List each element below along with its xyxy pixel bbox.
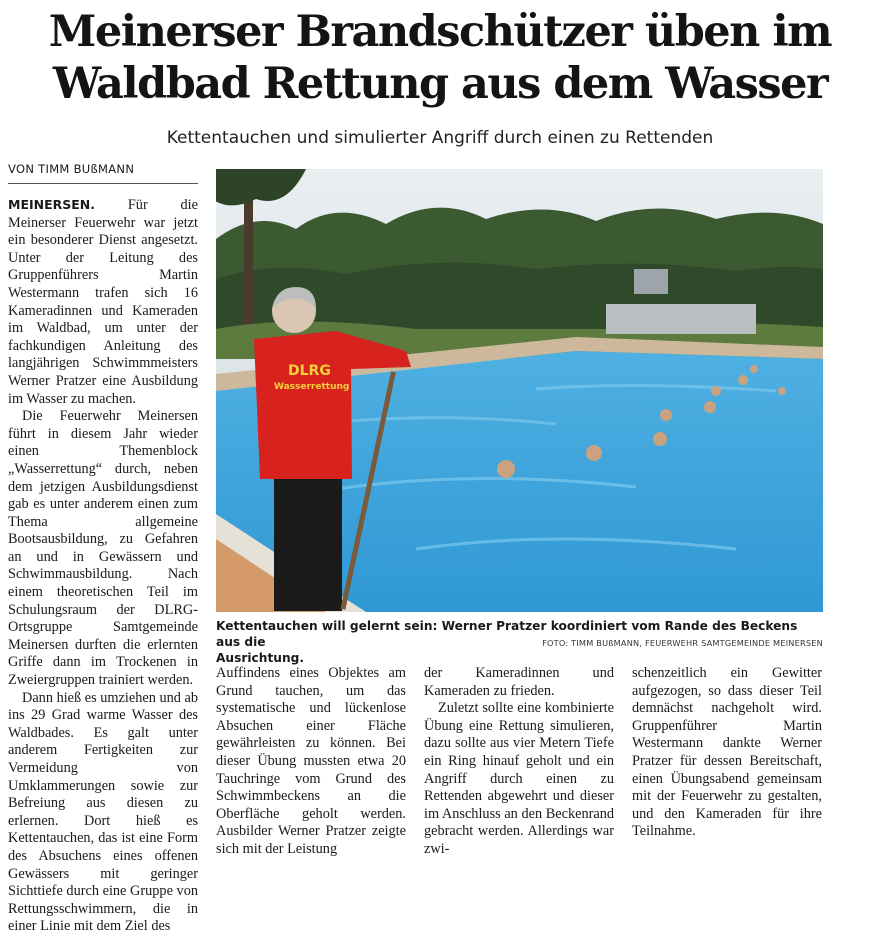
caption-line-2: Ausrichtung. <box>216 651 304 665</box>
article-column-3 <box>424 665 614 859</box>
article-column-1 <box>8 196 198 936</box>
scoreboard <box>634 269 668 294</box>
article-paragraph: Dann hieß es umziehen und ab ins 29 Grad warme Wasser des Waldbades. Es galt unter anderem Fertigkeiten zur Vermeidung von Umklammerungen sowie zur Befreiung aus diesen zu erlernen. Dort hieß es Kettentauchen, das ist eine Form des Absuchens eines offenen Gewässers mit geringer Sichttiefe durch eine Gruppe von Rettungsschwimmern, die in einer Linie mit dem Ziel des <box>8 689 198 935</box>
article-paragraph: der Kameradinnen und Kameraden zu frieden. <box>424 665 614 699</box>
article-photo <box>216 169 823 612</box>
pool-photo-illustration <box>216 169 823 612</box>
article-paragraph: Die Feuerwehr Meinersen führt in diesem Jahr wieder einen Themenblock „Wasserrettung“ durch, neben dem jetzigen Ausbildungsdienst gab es unter anderem einen zum Thema allgemeine Bootsausbildung, zu Gefahren an und in Gewässern und Schwimmausbildung. Nach einem theoretischen Teil im Schulungsraum der DLRG-Ortsgruppe Samtgemeinde Meinersen durften die erlernten Griffe dann im Trockenen in Zweiergruppen trainiert werden. <box>8 408 198 689</box>
article-column-2 <box>216 665 406 859</box>
byline: VON TIMM BUßMANN <box>8 162 198 184</box>
jacket-sub-text: Wasserrettung <box>274 382 350 392</box>
jacket-logo-text: DLRG <box>288 363 331 379</box>
article-paragraph <box>8 196 198 408</box>
headline-line-1: Meinerser Brandschützer üben im <box>48 7 832 57</box>
article-paragraph: Zuletzt sollte eine kombinierte Übung eine Rettung simulieren, dazu sollte aus vier Metern Tiefe ein Ring hinauf geholt und ein Angriff durch einen zu Rettenden abgewehrt und dieser im Anschluss an den Beckenrand gebracht werden. Allerdings war zwi- <box>424 700 614 857</box>
headline-line-2: Waldbad Rettung aus dem Wasser <box>52 59 828 109</box>
headline <box>0 6 880 110</box>
article-paragraph: Auffindens eines Objektes am Grund tauchen, um das systematische und lückenlose Absuchen einer Fläche gewährleisten zu können. Bei dieser Übung mussten etwa 20 Tauchringe vom Grund des Schwimmbeckens an die Oberfläche geholt werden. Ausbilder Werner Pratzer zeigte sich mit der Leistung <box>216 665 406 857</box>
subheadline: Kettentauchen und simulierter Angriff durch einen zu Rettenden <box>166 128 714 148</box>
article-column-4 <box>632 665 822 841</box>
trousers <box>274 459 342 611</box>
pool-structure <box>606 304 756 334</box>
photo-credit: FOTO: TIMM BUßMANN, FEUERWEHR SAMTGEMEINDE MEINERSEN <box>542 638 823 648</box>
paragraph-text: Für die Meinerser Feuerwehr war jetzt ein besonderer Dienst angesetzt. Unter der Leitung des Gruppenführers Martin Westermann trafen sich 16 Kameradinnen und Kameraden im Waldbad, um unter der fachkundigen Anleitung des langjährigen Schwimmmeisters Werner Pratzer eine Ausbildung im Wasser zu machen. <box>8 197 198 407</box>
article-paragraph: schenzeitlich ein Gewitter aufgezogen, so dass dieser Teil demnächst nachgeholt wird. Gruppenführer Martin Westermann dankte Werner Pratzer für dessen Bereitschaft, einen Übungsabend gemeinsam mit der Feuerwehr zu gestalten, und den Kameraden für ihre Teilnahme. <box>632 665 822 840</box>
dateline: MEINERSEN. <box>8 197 96 212</box>
caption-line-1: Kettentauchen will gelernt sein: Werner Pratzer koordiniert vom Rande des Beckens aus die <box>216 619 798 649</box>
